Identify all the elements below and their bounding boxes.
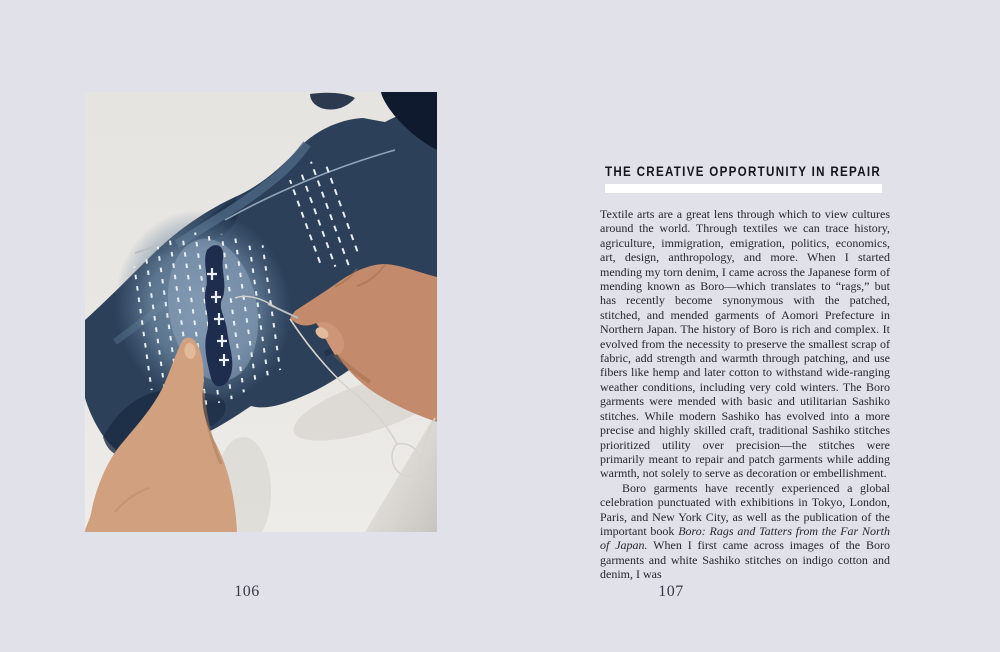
paragraph-2 [600,481,890,582]
page-number-right: 107 [658,583,684,600]
mending-photo-illustration [85,92,437,532]
body-text [600,207,890,582]
mending-photo [85,92,437,532]
paragraph-2-tail: When I first came across images of the Boro garments and white Sashiko stitches on indigo cotton and denim, I was [600,538,890,582]
paragraph-2-lead: Boro garments have recently experienced a global celebration punctuated with exhibitions in Tokyo, London, Paris, and New York City, as well as the publication of the important book [600,480,890,538]
chapter-heading: THE CREATIVE OPPORTUNITY IN REPAIR [605,164,882,179]
heading-underline-bar [605,184,882,193]
book-title-italic: Boro: Rags and Tatters from the Far North of Japan. [600,523,890,553]
page-number-left: 106 [234,583,260,600]
paragraph-1: Textile arts are a great lens through which to view cultures around the world. Through textiles we can trace history, agriculture, immigration, emigration, politics, economics, art, design, anthropology, and more. When I started mending my torn denim, I came across the Japanese form of mending known as Boro—which translates to “rags,” but has recently become synonymous with the patched, stitched, and mended garments of Aomori Prefecture in Northern Japan. The history of Boro is rich and complex. It evolved from the necessity to preserve the smallest scrap of fabric, add strength and warmth through patching, and use fibers like hemp and later cotton to withstand wide-ranging weather conditions, including very cold winters. The Boro garments were mended with basic and utilitarian Sashiko stitches. While modern Sashiko has evolved into a more precise and highly skilled craft, traditional Sashiko stitches prioritized utility over precision—the stitches were primarily meant to repair and patch garments while adding warmth, not solely to serve as decoration or embellishment. [600,207,890,481]
